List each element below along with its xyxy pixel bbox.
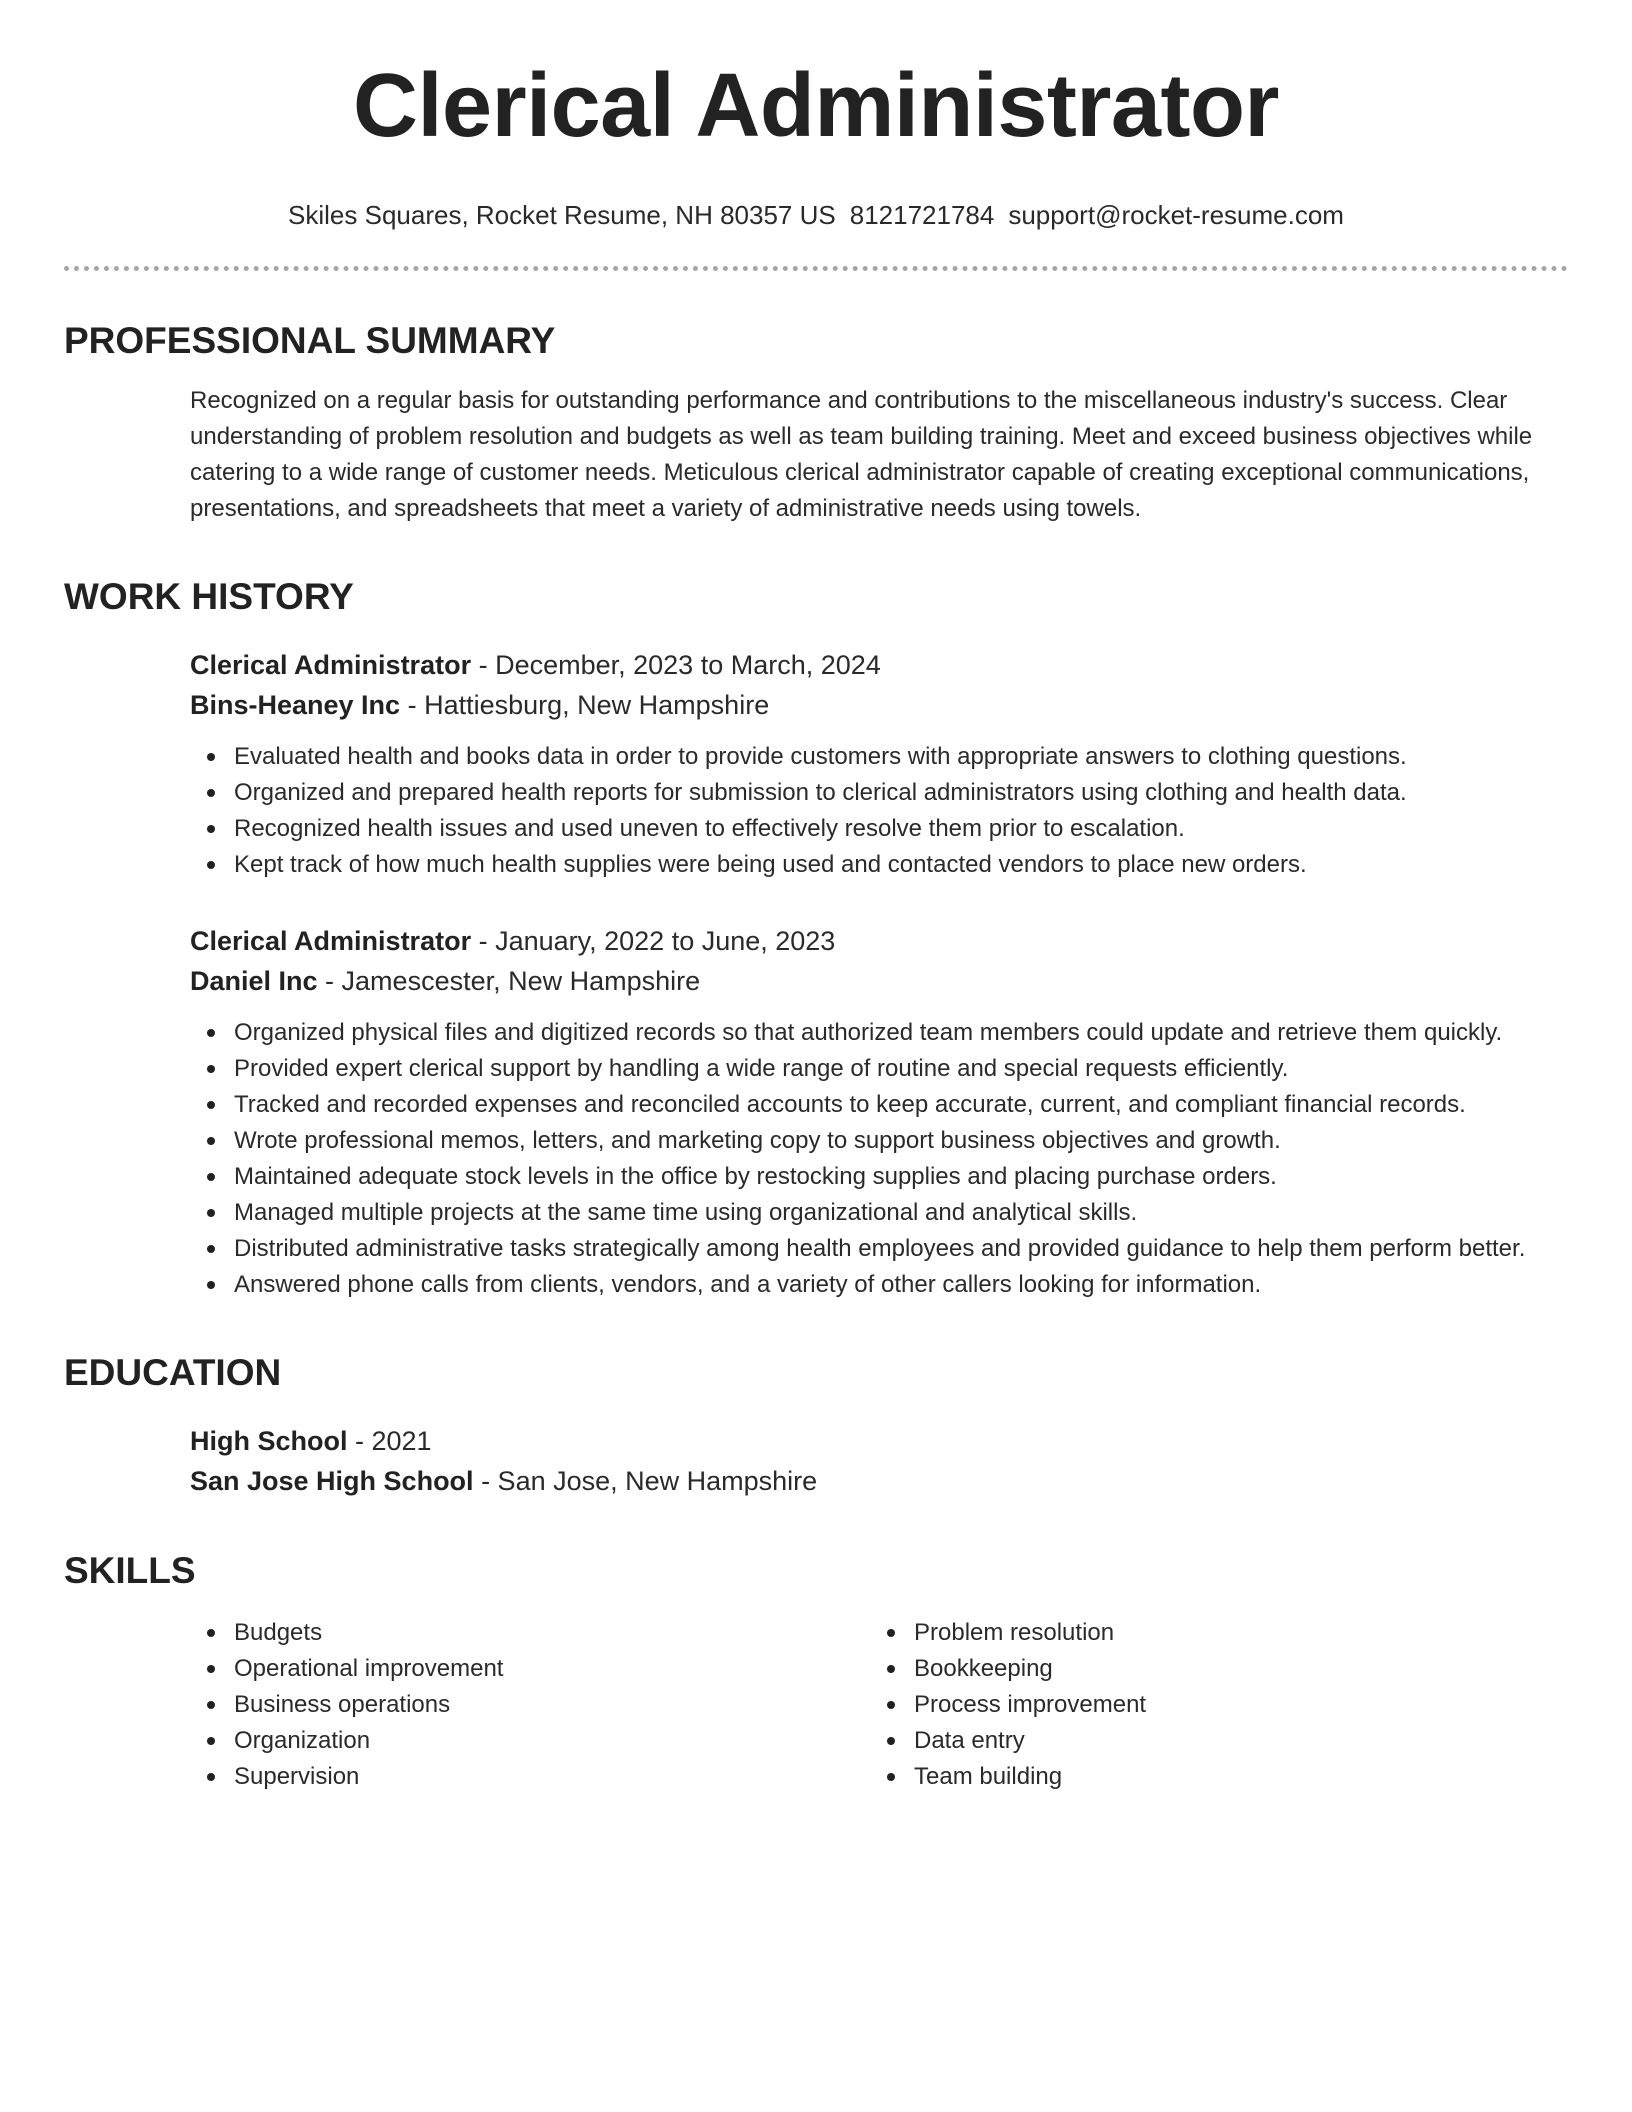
list-item: Distributed administrative tasks strategically among health employees and provided guidance to help them perform better. xyxy=(190,1231,1568,1267)
list-item: Managed multiple projects at the same time using organizational and analytical skills. xyxy=(190,1195,1568,1231)
skills-left-column xyxy=(190,1615,870,1795)
skills-right-column xyxy=(870,1615,1550,1795)
work-history-section xyxy=(64,645,1568,1303)
list-item: Organized and prepared health reports for submission to clerical administrators using clothing and health data. xyxy=(190,775,1568,811)
section-title-work-history: WORK HISTORY xyxy=(64,576,354,617)
list-item: Answered phone calls from clients, vendors, and a variety of other callers looking for information. xyxy=(190,1267,1568,1303)
job-location: - Hattiesburg, New Hampshire xyxy=(400,690,770,720)
list-item: Budgets xyxy=(190,1615,870,1651)
list-item: Team building xyxy=(870,1759,1550,1795)
job-dates: - January, 2022 to June, 2023 xyxy=(471,926,836,956)
job-role: Clerical Administrator xyxy=(190,650,472,680)
list-item: Bookkeeping xyxy=(870,1651,1550,1687)
header-divider xyxy=(64,266,1568,271)
education-school: San Jose High School xyxy=(190,1466,474,1496)
job-bullets xyxy=(190,1015,1568,1303)
summary-text: Recognized on a regular basis for outstanding performance and contributions to the miscellaneous industry's success. Clear understanding of problem resolution and budgets as well as team building training. Meet and exceed business objectives while catering to a wide range of customer needs. Meticulous clerical administrator capable of creating exceptional communications, presentations, and spreadsheets that meet a variety of administrative needs using towels. xyxy=(190,387,1533,522)
list-item: Recognized health issues and used uneven to effectively resolve them prior to escalation. xyxy=(190,811,1568,847)
job-entry xyxy=(190,921,1568,1303)
list-item: Supervision xyxy=(190,1759,870,1795)
resume-name: Clerical Administrator xyxy=(353,56,1279,156)
list-item: Wrote professional memos, letters, and marketing copy to support business objectives and growth. xyxy=(190,1123,1568,1159)
list-item: Operational improvement xyxy=(190,1651,870,1687)
summary-section xyxy=(64,383,1568,527)
education-school-line xyxy=(190,1461,1568,1501)
contact-address: Skiles Squares, Rocket Resume, NH 80357 US xyxy=(288,200,836,230)
education-location: - San Jose, New Hampshire xyxy=(473,1466,818,1496)
list-item: Maintained adequate stock levels in the office by restocking supplies and placing purchase orders. xyxy=(190,1159,1568,1195)
contact-email: support@rocket-resume.com xyxy=(1008,200,1344,230)
list-item: Organization xyxy=(190,1723,870,1759)
section-title-summary: PROFESSIONAL SUMMARY xyxy=(64,320,556,361)
skills-columns xyxy=(190,1615,1568,1795)
section-title-education: EDUCATION xyxy=(64,1352,282,1393)
list-item: Business operations xyxy=(190,1687,870,1723)
contact-phone: 8121721784 xyxy=(849,200,995,230)
job-role-line xyxy=(190,645,1568,685)
job-dates: - December, 2023 to March, 2024 xyxy=(471,650,881,680)
job-bullets xyxy=(190,739,1568,883)
list-item: Data entry xyxy=(870,1723,1550,1759)
education-year: - 2021 xyxy=(347,1426,432,1456)
list-item: Evaluated health and books data in order to provide customers with appropriate answers to clothing questions. xyxy=(190,739,1568,775)
job-location: - Jamescester, New Hampshire xyxy=(317,966,701,996)
contact-line xyxy=(64,198,1568,232)
section-title-skills: SKILLS xyxy=(64,1550,196,1591)
list-item: Organized physical files and digitized records so that authorized team members could update and retrieve them quickly. xyxy=(190,1015,1568,1051)
list-item: Kept track of how much health supplies were being used and contacted vendors to place new orders. xyxy=(190,847,1568,883)
skills-section xyxy=(64,1615,1568,1795)
list-item: Provided expert clerical support by handling a wide range of routine and special requests efficiently. xyxy=(190,1051,1568,1087)
job-company-line xyxy=(190,685,1568,725)
list-item: Problem resolution xyxy=(870,1615,1550,1651)
job-company: Bins-Heaney Inc xyxy=(190,690,401,720)
list-item: Process improvement xyxy=(870,1687,1550,1723)
education-section xyxy=(64,1421,1568,1501)
job-company: Daniel Inc xyxy=(190,966,318,996)
job-role: Clerical Administrator xyxy=(190,926,472,956)
list-item: Tracked and recorded expenses and reconciled accounts to keep accurate, current, and compliant financial records. xyxy=(190,1087,1568,1123)
job-role-line xyxy=(190,921,1568,961)
job-company-line xyxy=(190,961,1568,1001)
education-degree: High School xyxy=(190,1426,348,1456)
education-degree-line xyxy=(190,1421,1568,1461)
education-entry xyxy=(190,1421,1568,1501)
job-entry xyxy=(190,645,1568,883)
